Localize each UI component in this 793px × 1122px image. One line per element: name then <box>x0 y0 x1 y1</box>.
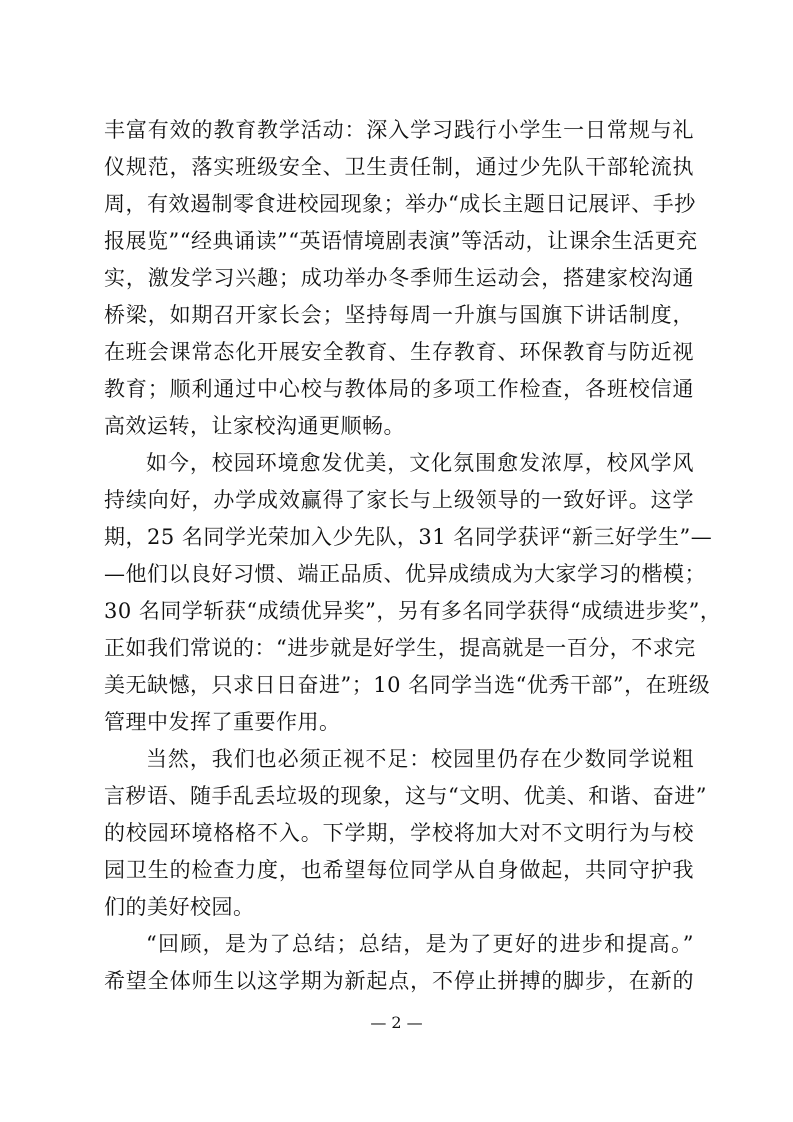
text-line: 持续向好，办学成效赢得了家长与上级领导的一致好评。这学 <box>104 488 694 512</box>
text-line: —他们以良好习惯、端正品质、优异成绩成为大家学习的楷模； <box>104 562 706 586</box>
text-line: 美无缺憾，只求日日奋进”；10 名同学当选“优秀干部”，在班级 <box>104 673 711 697</box>
text-line: 高效运转，让家校沟通更顺畅。 <box>104 414 405 438</box>
text-line: 实，激发学习兴趣；成功举办冬季师生运动会，搭建家校沟通 <box>104 266 694 290</box>
text-line: 言秽语、随手乱丢垃圾的现象，这与“文明、优美、和谐、奋进” <box>104 784 707 808</box>
text-line: 如今，校园环境愈发优美，文化氛围愈发浓厚，校风学风 <box>146 451 694 475</box>
page-number: — 2 — <box>370 1013 423 1032</box>
text-line: 在班会课常态化开展安全教育、生存教育、环保教育与防近视 <box>104 340 694 364</box>
text-line: 的校园环境格格不入。下学期，学校将加大对不文明行为与校 <box>104 821 694 845</box>
text-line: “回顾，是为了总结；总结，是为了更好的进步和提高。” <box>146 932 694 956</box>
text-line: 正如我们常说的：“进步就是好学生，提高就是一百分，不求完 <box>104 636 696 660</box>
text-line: 桥梁，如期召开家长会；坚持每周一升旗与国旗下讲话制度， <box>104 303 694 327</box>
text-line: 报展览”“经典诵读”“英语情境剧表演”等活动，让课余生活更充 <box>104 229 698 253</box>
body-text <box>104 112 722 1000</box>
text-line: 教育；顺利通过中心校与教体局的多项工作检查，各班校信通 <box>104 377 694 401</box>
text-line: 丰富有效的教育教学活动：深入学习践行小学生一日常规与礼 <box>104 118 694 142</box>
text-line: 周，有效遏制零食进校园现象；举办“成长主题日记展评、手抄 <box>104 192 696 216</box>
text-line: 期，25 名同学光荣加入少先队，31 名同学获评“新三好学生”— <box>104 525 713 549</box>
text-line: 园卫生的检查力度，也希望每位同学从自身做起，共同守护我 <box>104 858 694 882</box>
text-line: 们的美好校园。 <box>104 895 255 919</box>
text-line: 当然，我们也必须正视不足：校园里仍存在少数同学说粗 <box>146 747 694 771</box>
text-line: 管理中发挥了重要作用。 <box>104 710 341 734</box>
text-line: 30 名同学斩获“成绩优异奖”，另有多名同学获得“成绩进步奖”， <box>104 599 722 623</box>
text-line: 希望全体师生以这学期为新起点，不停止拼搏的脚步，在新的 <box>104 969 694 993</box>
text-line: 仪规范，落实班级安全、卫生责任制，通过少先队干部轮流执 <box>104 155 694 179</box>
